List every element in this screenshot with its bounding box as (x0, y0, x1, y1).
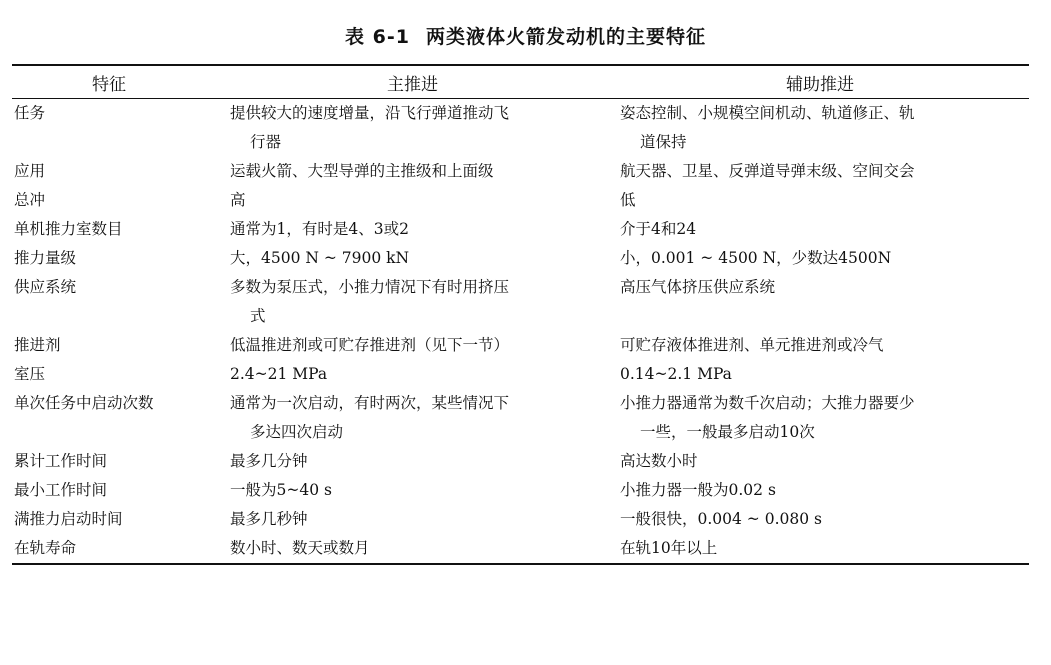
feature-cell: 单次任务中启动次数 (14, 394, 154, 412)
cell-line: 姿态控制、小规模空间机动、轨道修正、轨 (620, 104, 915, 122)
cell-line: 运载火箭、大型导弹的主推级和上面级 (230, 162, 494, 180)
table-row (12, 534, 1029, 564)
cell-line: 0.14~2.1 MPa (620, 365, 732, 383)
cell-line: 小推力器一般为0.02 s (620, 481, 776, 499)
aux-propulsion-cell (614, 331, 1029, 360)
aux-propulsion-cell (614, 215, 1029, 244)
aux-propulsion-cell (614, 360, 1029, 389)
feature-cell: 最小工作时间 (14, 481, 108, 499)
main-propulsion-cell (222, 99, 614, 158)
table-body (12, 99, 1029, 565)
main-propulsion-cell (222, 244, 614, 273)
table-row (12, 505, 1029, 534)
cell-line: 高 (230, 191, 246, 209)
feature-cell: 任务 (14, 104, 46, 122)
feature-cell: 在轨寿命 (12, 534, 222, 564)
table-header-row (12, 65, 1029, 99)
aux-propulsion-cell (614, 244, 1029, 273)
table-row (12, 215, 1029, 244)
main-propulsion-cell (222, 186, 614, 215)
table-number: 表 6-1 (345, 26, 410, 48)
cell-line: 2.4~21 MPa (230, 365, 328, 383)
aux-propulsion-cell (614, 273, 1029, 331)
main-propulsion-cell (222, 534, 614, 564)
cell-line: 大，4500 N ~ 7900 kN (230, 249, 410, 267)
aux-propulsion-cell (614, 157, 1029, 186)
header-main-propulsion: 主推进 (222, 65, 614, 99)
aux-propulsion-cell (614, 447, 1029, 476)
main-propulsion-cell (222, 476, 614, 505)
cell-line: 在轨10年以上 (620, 539, 718, 557)
cell-line: 小，0.001 ~ 4500 N，少数达4500N (620, 249, 892, 267)
main-propulsion-cell (222, 215, 614, 244)
table-row (12, 447, 1029, 476)
table-row (12, 186, 1029, 215)
cell-line: 通常为1，有时是4、3或2 (230, 220, 409, 238)
main-propulsion-cell (222, 505, 614, 534)
cell-line: 数小时、数天或数月 (230, 539, 370, 557)
aux-propulsion-cell (614, 534, 1029, 564)
features-table (12, 64, 1029, 565)
table-row (12, 273, 1029, 331)
cell-line: 多数为泵压式，小推力情况下有时用挤压 (230, 278, 510, 296)
cell-line: 可贮存液体推进剂、单元推进剂或冷气 (620, 336, 884, 354)
feature-cell: 室压 (14, 365, 46, 383)
cell-line: 道保持 (640, 133, 687, 151)
cell-line: 一般为5~40 s (230, 481, 332, 499)
cell-line: 行器 (250, 133, 282, 151)
main-propulsion-cell (222, 360, 614, 389)
aux-propulsion-cell (614, 389, 1029, 447)
cell-line: 低温推进剂或可贮存推进剂（见下一节） (230, 336, 510, 354)
table-row (12, 244, 1029, 273)
feature-cell: 推力量级 (14, 249, 77, 267)
header-feature: 特征 (12, 65, 222, 99)
cell-line: 提供较大的速度增量，沿飞行弹道推动飞 (230, 104, 510, 122)
cell-line: 最多几秒钟 (230, 510, 308, 528)
aux-propulsion-cell (614, 476, 1029, 505)
feature-cell: 满推力启动时间 (14, 510, 123, 528)
cell-line: 高达数小时 (620, 452, 698, 470)
table-row (12, 157, 1029, 186)
cell-line: 低 (620, 191, 636, 209)
table-row (12, 389, 1029, 447)
table-row (12, 331, 1029, 360)
main-propulsion-cell (222, 273, 614, 331)
cell-line: 通常为一次启动，有时两次，某些情况下 (230, 394, 510, 412)
feature-cell: 总冲 (14, 191, 46, 209)
cell-line: 一些，一般最多启动10次 (640, 423, 815, 441)
main-propulsion-cell (222, 331, 614, 360)
cell-line: 多达四次启动 (250, 423, 344, 441)
cell-line: 小推力器通常为数千次启动；大推力器要少 (620, 394, 915, 412)
table-row (12, 99, 1029, 158)
feature-cell: 单机推力室数目 (14, 220, 123, 238)
cell-line: 一般很快，0.004 ~ 0.080 s (620, 510, 822, 528)
cell-line: 最多几分钟 (230, 452, 308, 470)
main-propulsion-cell (222, 389, 614, 447)
feature-cell: 推进剂 (14, 336, 61, 354)
cell-line: 介于4和24 (620, 220, 697, 238)
main-propulsion-cell (222, 157, 614, 186)
header-aux-propulsion: 辅助推进 (614, 65, 1029, 99)
feature-cell: 应用 (14, 162, 46, 180)
feature-cell: 累计工作时间 (14, 452, 108, 470)
cell-line: 高压气体挤压供应系统 (620, 278, 776, 296)
feature-cell: 供应系统 (14, 278, 77, 296)
cell-line: 航天器、卫星、反弹道导弹末级、空间交会 (620, 162, 915, 180)
cell-line: 式 (250, 307, 266, 325)
aux-propulsion-cell (614, 99, 1029, 158)
table-title (0, 22, 1051, 49)
aux-propulsion-cell (614, 186, 1029, 215)
table-row (12, 360, 1029, 389)
table-title-text: 两类液体火箭发动机的主要特征 (425, 26, 706, 48)
aux-propulsion-cell (614, 505, 1029, 534)
main-propulsion-cell (222, 447, 614, 476)
table-row (12, 476, 1029, 505)
